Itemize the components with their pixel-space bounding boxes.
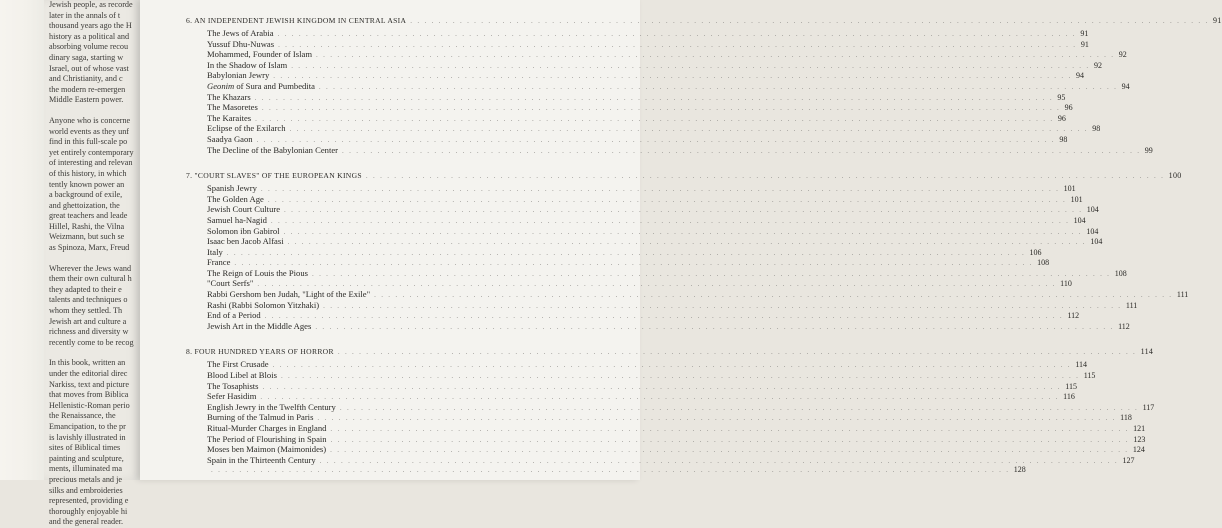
dot-leader: [273, 361, 1072, 369]
entry-page-number: 116: [1063, 392, 1075, 402]
entry-title: The Tosaphists: [207, 380, 259, 391]
entry-page-number: 92: [1093, 60, 1102, 70]
entry-page-number: 111: [1176, 290, 1189, 300]
entry-page-number: 91: [1080, 29, 1089, 38]
entry-title: The Jews of Arabia: [207, 28, 274, 38]
dot-leader: [271, 217, 1070, 225]
dot-leader: [331, 436, 1130, 444]
dot-leader: [340, 404, 1139, 412]
entry-title: Spain in the Thirteenth Century: [207, 454, 316, 465]
dot-leader: [284, 206, 1083, 214]
toc-entry: [186, 193, 1083, 205]
toc-entry: [186, 133, 1068, 145]
dot-leader: [278, 30, 1077, 38]
dot-leader: [257, 280, 1056, 288]
toc-entry: [186, 112, 1066, 124]
entry-page-number: 114: [1075, 360, 1088, 370]
toc-entry: [186, 236, 1103, 247]
toc-entry: [186, 310, 1080, 321]
toc-entry: [186, 380, 1077, 392]
entry-title: The Golden Age: [207, 193, 264, 204]
body-text-line: as Spinoza, Marx, Freud: [49, 243, 130, 253]
dot-leader: [291, 62, 1090, 70]
dot-leader: [262, 104, 1061, 112]
dot-leader: [278, 41, 1077, 49]
entry-title: Rabbi Gershom ben Judah, "Light of the Exile": [207, 289, 371, 300]
chapter-section: [186, 347, 1155, 476]
entry-title: The Decline of the Babylonian Center: [207, 144, 339, 155]
entry-page-number: 96: [1064, 103, 1073, 113]
dot-leader: [338, 348, 1137, 356]
entry-title: Isaac ben Jacob Alfasi: [207, 236, 284, 247]
body-text-line: Anyone who is concerne: [49, 115, 131, 125]
dot-leader: [263, 383, 1062, 391]
entry-page-number: 118: [1120, 413, 1132, 423]
entry-title: Samuel ha-Nagid: [207, 214, 267, 225]
dot-leader: [255, 115, 1054, 123]
dot-leader: [211, 466, 1010, 474]
dot-leader: [316, 51, 1115, 59]
body-text-line: they adapted to their e: [49, 284, 122, 294]
toc-entry: [186, 299, 1138, 311]
entry-page-number: 124: [1132, 445, 1145, 455]
body-text-line: Hellenistic-Roman perio: [49, 400, 130, 410]
entry-page-number: 112: [1118, 321, 1130, 331]
body-text-line: ments, illuminated ma: [49, 464, 122, 474]
toc-entry: [186, 59, 1102, 71]
entry-title: Ritual-Murder Charges in England: [207, 423, 327, 433]
body-text-line: and ghettoization, the: [49, 200, 120, 210]
chapter-title: 7. "COURT SLAVES" OF THE EUROPEAN KINGS: [186, 171, 362, 181]
entry-page-number: 95: [1057, 92, 1066, 102]
body-text-line: find in this full-scale po: [49, 137, 128, 147]
entry-page-number: 94: [1076, 71, 1085, 81]
entry-title: Saadya Gaon: [207, 133, 253, 144]
toc-entry: [186, 102, 1073, 113]
entry-page-number: 108: [1037, 258, 1050, 268]
entry-title: Sefer Hasidim: [207, 391, 257, 402]
chapter-page-number: 114: [1140, 347, 1154, 357]
toc-entry: [186, 225, 1099, 237]
body-text-line: thousand years ago the H: [49, 21, 132, 31]
toc-entry: [186, 370, 1096, 381]
entry-page-number: 104: [1090, 237, 1103, 247]
entry-page-number: 117: [1142, 402, 1155, 412]
entry-title: In the Shadow of Islam: [207, 59, 288, 70]
toc-entry: [186, 444, 1145, 455]
toc-entry: [186, 423, 1146, 434]
body-text-line: absorbing volume recou: [49, 42, 129, 52]
entry-title: Yussuf Dhu-Nuwas: [207, 38, 275, 49]
toc-entry: [186, 289, 1189, 300]
body-text-line: Weizmann, but such se: [49, 232, 125, 242]
toc-entry: [186, 183, 1076, 194]
toc-entry: [186, 214, 1086, 226]
toc-entry: [186, 433, 1146, 445]
entry-page-number: 104: [1073, 215, 1086, 225]
dot-leader: [342, 147, 1141, 155]
body-text-line: sites of Biblical times: [49, 443, 121, 453]
dot-leader: [261, 185, 1060, 193]
entry-title: Moses ben Maimon (Maimonides): [207, 444, 327, 455]
toc-entry: [186, 465, 1026, 476]
chapter-heading: [186, 347, 1154, 359]
entry-title: The Period of Flourishing in Spain: [207, 433, 327, 444]
entry-page-number: 127: [1122, 455, 1135, 465]
body-text-line: yet entirely contemporary: [49, 147, 134, 157]
body-text-line: history as a political and: [49, 31, 130, 41]
dot-leader: [265, 312, 1064, 320]
dot-leader: [374, 291, 1173, 299]
dot-leader: [234, 259, 1033, 267]
entry-page-number: 96: [1057, 113, 1066, 123]
body-text-line: Narkiss, text and picture: [49, 379, 130, 389]
dot-leader: [273, 72, 1072, 80]
dot-leader: [255, 94, 1054, 102]
body-text-line: richness and diversity w: [49, 327, 129, 337]
entry-title: The Reign of Louis the Pious: [207, 267, 308, 278]
body-text-line: later in the annals of t: [49, 10, 121, 20]
chapter-section: [186, 16, 1222, 155]
toc-entry: [186, 359, 1088, 370]
body-text-line: recently come to be recog: [49, 337, 134, 347]
toc-entry: [186, 412, 1132, 423]
previous-page-sliver: [44, 0, 140, 527]
chapter-heading: [186, 16, 1222, 28]
entry-page-number: 128: [1013, 465, 1026, 475]
body-text-line: and the general reader.: [49, 517, 124, 527]
body-text-line: is lavishly illustrated in: [49, 432, 126, 442]
entry-page-number: 108: [1114, 268, 1127, 278]
entry-page-number: 106: [1029, 247, 1042, 257]
toc-entry: [186, 49, 1127, 60]
entry-page-number: 98: [1059, 134, 1068, 144]
dot-leader: [268, 196, 1067, 204]
toc-entry: [186, 204, 1099, 215]
contents-page: [140, 0, 1222, 480]
entry-title: Mohammed, Founder of Islam: [207, 49, 313, 60]
body-text-line: and Christianity, and c: [49, 74, 123, 84]
body-text-line: tently known power an: [49, 179, 125, 189]
body-text-line: thoroughly enjoyable hi: [49, 506, 128, 516]
body-text-line: dinary saga, starting w: [49, 52, 124, 62]
toc-entry: [186, 91, 1066, 103]
entry-title: "Court Serfs": [207, 278, 254, 289]
table-of-contents: [186, 16, 1222, 492]
toc-entry: [186, 401, 1155, 413]
dot-leader: [288, 238, 1087, 246]
entry-page-number: 121: [1133, 424, 1146, 433]
toc-entry: [186, 144, 1153, 156]
entry-title: Burning of the Talmud in Paris: [207, 412, 314, 423]
entry-page-number: 110: [1060, 279, 1072, 289]
body-text-line: Hillel, Rashi, the Vilna: [49, 221, 125, 231]
entry-page-number: 99: [1144, 145, 1153, 155]
chapter-section: [186, 171, 1189, 331]
dot-leader: [312, 270, 1111, 278]
entry-title: English Jewry in the Twelfth Century: [207, 401, 336, 412]
toc-entry: [186, 391, 1075, 402]
entry-page-number: 123: [1133, 434, 1146, 444]
body-text-line: of this history, in which: [49, 168, 127, 178]
body-text-line: represented, providing e: [49, 496, 129, 506]
toc-entry: [186, 278, 1072, 289]
body-text-line: painting and sculpture,: [49, 453, 124, 463]
entry-title: Spanish Jewry: [207, 183, 257, 194]
dot-leader: [260, 393, 1059, 401]
entry-page-number: 101: [1063, 184, 1076, 194]
entry-page-number: 111: [1125, 300, 1138, 310]
entry-title: Eclipse of the Exilarch: [207, 123, 286, 134]
dot-leader: [281, 372, 1080, 380]
chapter-page-number: 91: [1213, 16, 1222, 25]
entry-page-number: 92: [1118, 50, 1127, 60]
dot-leader: [284, 228, 1083, 236]
body-text-line: a background of exile,: [49, 190, 123, 200]
body-text-line: whom they settled. Th: [49, 306, 123, 316]
entry-title: Blood Libel at Blois: [207, 370, 277, 381]
chapter-title: 8. FOUR HUNDRED YEARS OF HORROR: [186, 347, 334, 357]
body-text-line: Emancipation, to the pr: [49, 421, 126, 431]
body-text-line: great teachers and leade: [49, 211, 128, 221]
entry-title: The Khazars: [207, 91, 251, 102]
body-text-line: Jewish art and culture a: [49, 316, 127, 326]
body-text-line: of interesting and relevan: [49, 158, 133, 168]
entry-page-number: 104: [1086, 205, 1099, 215]
body-text-line: the Renaissance, the: [49, 411, 116, 421]
left-page-edge: [0, 0, 44, 480]
entry-title: End of a Period: [207, 310, 261, 321]
entry-page-number: 94: [1121, 81, 1130, 91]
body-text-line: them their own cultural h: [49, 274, 132, 284]
dot-leader: [227, 249, 1026, 257]
entry-title: Rashi (Rabbi Solomon Yitzhaki): [207, 299, 320, 310]
entry-page-number: 98: [1092, 124, 1101, 134]
dot-leader: [257, 136, 1056, 144]
dot-leader: [323, 302, 1122, 310]
chapter-title: 6. AN INDEPENDENT JEWISH KINGDOM IN CENTRAL ASIA: [186, 16, 407, 25]
entry-title: The Karaites: [207, 112, 252, 123]
toc-entry: [186, 246, 1042, 258]
dot-leader: [366, 172, 1165, 180]
toc-entry: [186, 38, 1089, 50]
entry-title: France: [207, 257, 231, 268]
toc-entry: [186, 257, 1050, 268]
toc-entry: [186, 320, 1130, 332]
entry-page-number: 115: [1065, 381, 1077, 391]
entry-page-number: 91: [1080, 39, 1089, 49]
entry-title: Italy: [207, 246, 223, 257]
chapter-heading: [186, 171, 1182, 183]
dot-leader: [410, 17, 1209, 25]
dot-leader: [319, 83, 1118, 91]
dot-leader: [315, 323, 1114, 331]
body-text-line: the modern re-emergen: [49, 84, 126, 94]
entry-title: Babylonian Jewry: [207, 70, 270, 81]
body-text-line: world events as they unf: [49, 126, 130, 136]
entry-title: The First Crusade: [207, 359, 269, 370]
chapter-page-number: 100: [1168, 171, 1182, 181]
toc-entry: [186, 267, 1127, 279]
entry-page-number: 104: [1086, 226, 1099, 236]
toc-entry: [186, 123, 1101, 134]
dot-leader: [320, 457, 1119, 465]
toc-entry: [186, 70, 1085, 81]
entry-title: Jewish Court Culture: [207, 204, 281, 215]
toc-entry: [186, 454, 1135, 466]
body-text-line: Israel, out of whose vast: [49, 63, 129, 73]
body-text-line: Wherever the Jews wand: [49, 263, 132, 273]
entry-page-number: 112: [1067, 311, 1080, 321]
body-text-line: In this book, written an: [49, 358, 126, 368]
entry-page-number: 115: [1083, 371, 1096, 381]
toc-entry: [186, 80, 1130, 92]
entry-title: The Masoretes: [207, 102, 258, 113]
dot-leader: [317, 414, 1116, 422]
body-text-line: Jewish people, as recorde: [49, 0, 133, 9]
italic-term: Geonim: [207, 80, 235, 91]
entry-title: Solomon ibn Gabirol: [207, 225, 280, 236]
body-text-line: that moves from Biblica: [49, 390, 129, 400]
entry-title: Geonim of Sura and Pumbedita: [207, 80, 315, 91]
body-text-line: silks and embroideries: [49, 485, 123, 495]
body-text-line: Middle Eastern power.: [49, 95, 124, 105]
body-text-line: talents and techniques o: [49, 295, 128, 305]
entry-title: Jewish Art in the Middle Ages: [207, 320, 312, 331]
entry-page-number: 101: [1070, 194, 1083, 204]
body-text-line: under the editorial direc: [49, 369, 128, 378]
dot-leader: [290, 125, 1089, 133]
dot-leader: [330, 446, 1129, 454]
toc-entry: [186, 28, 1089, 39]
dot-leader: [330, 425, 1129, 433]
body-text-line: precious metals and je: [49, 474, 122, 484]
